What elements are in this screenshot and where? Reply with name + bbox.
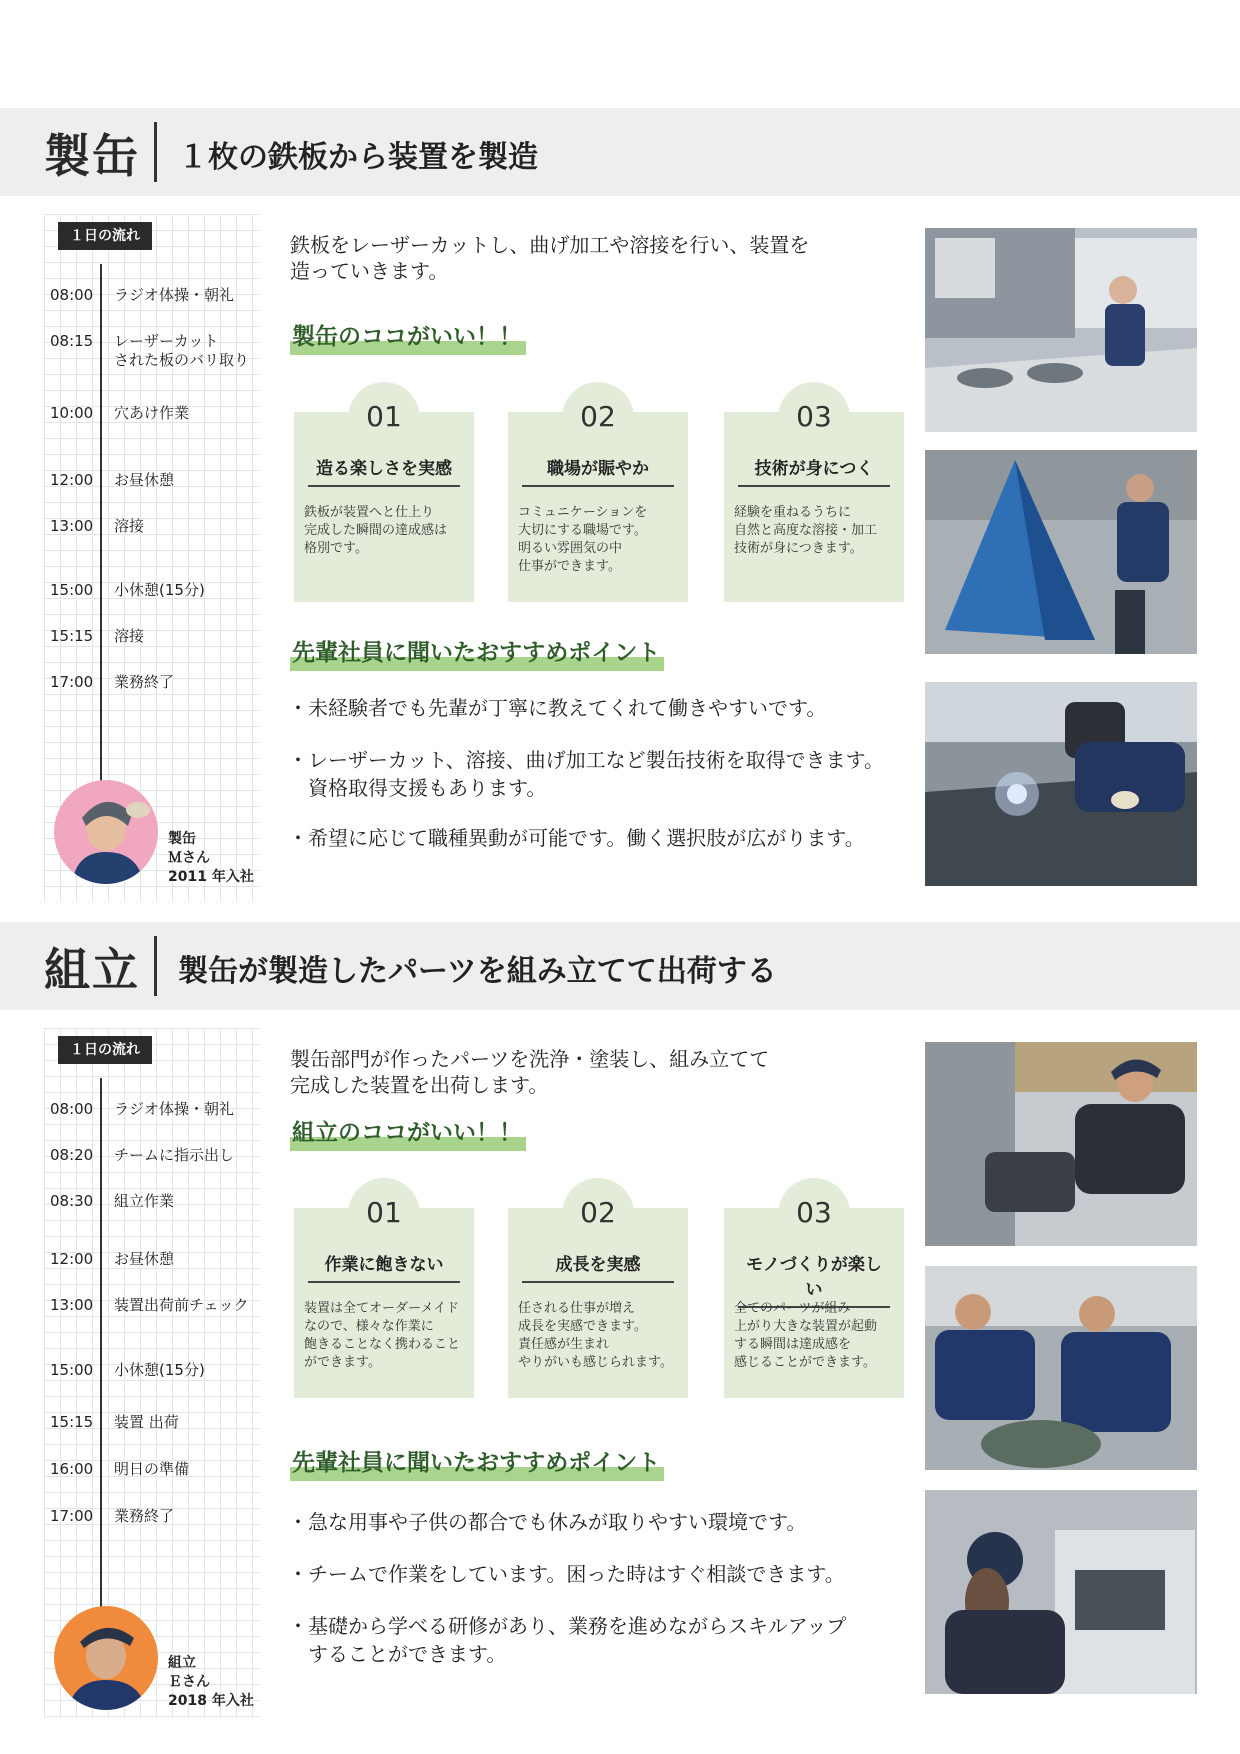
department-title: 製缶 (44, 129, 140, 183)
card-title: 技術が身につく (738, 454, 890, 487)
schedule-activity: レーザーカット された板のバリ取り (114, 332, 250, 369)
schedule-tag: １日の流れ (58, 1036, 152, 1064)
person-joined: 2018 年入社 (168, 1693, 254, 1709)
schedule-activity: お昼休憩 (114, 471, 175, 489)
daily-schedule (44, 1028, 260, 1718)
person-info (168, 1654, 254, 1711)
card-body: 装置は全てオーダーメイド なので、様々な作業に 飽きることなく携わること ができます。 (304, 1301, 461, 1370)
schedule-activity: 溶接 (114, 517, 145, 535)
card-number: 01 (366, 400, 402, 433)
section-headline: １枚の鉄板から装置を製造 (178, 140, 538, 175)
schedule-activity: 組立作業 (114, 1192, 175, 1210)
card-body: 全てのパーツが組み 上がり大きな装置が起動 する瞬間は達成感を 感じることができます。 (734, 1301, 878, 1370)
schedule-time: 15:00 (50, 1361, 94, 1379)
schedule-activity: ラジオ体操・朝礼 (114, 1100, 235, 1118)
daily-schedule (44, 214, 260, 902)
timeline-line (100, 264, 102, 784)
schedule-time: 08:15 (50, 332, 94, 350)
feature-card (294, 1196, 474, 1398)
schedule-time: 08:20 (50, 1146, 94, 1164)
schedule-time: 16:00 (50, 1460, 94, 1478)
card-number: 02 (580, 400, 616, 433)
card-number: 02 (580, 1196, 616, 1229)
schedule-time: 13:00 (50, 1296, 94, 1314)
recommend-heading: 先輩社員に聞いたおすすめポイント (290, 634, 664, 671)
card-number: 01 (366, 1196, 402, 1229)
card-title: 成長を実感 (522, 1250, 674, 1283)
card-title: モノづくりが楽しい (738, 1250, 890, 1308)
schedule-activity: 業務終了 (114, 1507, 175, 1525)
card-number: 03 (796, 400, 832, 433)
avatar (54, 1606, 158, 1710)
card-title: 職場が賑やか (522, 454, 674, 487)
section-header-seikan (0, 108, 1240, 196)
photo-team-work (925, 1266, 1197, 1470)
schedule-activity: チームに指示出し (114, 1146, 235, 1164)
person-name: Ｅさん (168, 1674, 210, 1690)
photo-assembly-worker (925, 1042, 1197, 1246)
schedule-time: 15:15 (50, 1413, 94, 1431)
schedule-activity: 装置出荷前チェック (114, 1296, 249, 1314)
person-name: Ｍさん (168, 850, 210, 866)
schedule-time: 08:30 (50, 1192, 94, 1210)
card-title: 造る楽しさを実感 (308, 454, 460, 487)
recommend-point: ・レーザーカット、溶接、曲げ加工など製缶技術を取得できます。 資格取得支援もあります。 (288, 748, 884, 800)
schedule-tag: １日の流れ (58, 222, 152, 250)
schedule-activity: 小休憩(15分) (114, 1361, 205, 1379)
schedule-time: 13:00 (50, 517, 94, 535)
recommend-point: ・急な用事や子供の都合でも休みが取りやすい環境です。 (288, 1510, 807, 1534)
schedule-activity: 小休憩(15分) (114, 581, 205, 599)
divider (154, 122, 157, 182)
schedule-time: 17:00 (50, 1507, 94, 1525)
schedule-activity: 装置 出荷 (114, 1413, 179, 1431)
recommend-heading: 先輩社員に聞いたおすすめポイント (290, 1444, 664, 1481)
good-points-heading: 組立のココがいい！！ (290, 1114, 526, 1151)
schedule-time: 17:00 (50, 673, 94, 691)
department-title: 組立 (44, 943, 140, 997)
photo-laser-machine (925, 228, 1197, 432)
good-points-heading: 製缶のココがいい！！ (290, 318, 526, 355)
feature-card (724, 1196, 904, 1398)
section-intro: 製缶部門が作ったパーツを洗浄・塗装し、組み立てて 完成した装置を出荷します。 (290, 1047, 770, 1097)
divider (154, 936, 157, 996)
card-number: 03 (796, 1196, 832, 1229)
schedule-activity: ラジオ体操・朝礼 (114, 286, 235, 304)
section-headline: 製缶が製造したパーツを組み立てて出荷する (178, 954, 777, 989)
section-intro: 鉄板をレーザーカットし、曲げ加工や溶接を行い、装置を 造っていきます。 (290, 233, 810, 283)
schedule-activity: お昼休憩 (114, 1250, 175, 1268)
feature-card (508, 400, 688, 602)
feature-card (724, 400, 904, 602)
card-body: 任される仕事が増え 成長を実感できます。 責任感が生まれ やりがいも感じられます。 (518, 1301, 673, 1370)
section-header-kumitate (0, 922, 1240, 1010)
schedule-time: 15:15 (50, 627, 94, 645)
photo-bending-work (925, 450, 1197, 654)
recommend-point: ・希望に応じて職種異動が可能です。働く選択肢が広がります。 (288, 826, 865, 850)
photo-welding (925, 682, 1197, 886)
schedule-time: 12:00 (50, 471, 94, 489)
person-dept: 組立 (168, 1655, 196, 1671)
schedule-time: 08:00 (50, 286, 94, 304)
feature-card (508, 1196, 688, 1398)
schedule-activity: 穴あけ作業 (114, 404, 190, 422)
card-body: コミュニケーションを 大切にする職場です。 明るい雰囲気の中 仕事ができます。 (518, 505, 648, 574)
person-joined: 2011 年入社 (168, 869, 254, 885)
photo-wiring-work (925, 1490, 1197, 1694)
card-title: 作業に飽きない (308, 1250, 460, 1283)
recommend-point: ・基礎から学べる研修があり、業務を進めながらスキルアップ することができます。 (288, 1614, 847, 1666)
schedule-time: 12:00 (50, 1250, 94, 1268)
recommend-point: ・未経験者でも先輩が丁寧に教えてくれて働きやすいです。 (288, 696, 827, 720)
card-body: 鉄板が装置へと仕上り 完成した瞬間の達成感は 格別です。 (304, 505, 448, 556)
schedule-activity: 業務終了 (114, 673, 175, 691)
schedule-time: 08:00 (50, 1100, 94, 1118)
card-body: 経験を重ねるうちに 自然と高度な溶接・加工 技術が身につきます。 (734, 505, 878, 556)
feature-card (294, 400, 474, 602)
avatar (54, 780, 158, 884)
person-dept: 製缶 (168, 831, 196, 847)
timeline-line (100, 1078, 102, 1614)
schedule-time: 15:00 (50, 581, 94, 599)
person-info (168, 830, 254, 887)
recommend-point: ・チームで作業をしています。困った時はすぐ相談できます。 (288, 1562, 845, 1586)
schedule-activity: 明日の準備 (114, 1460, 190, 1478)
schedule-time: 10:00 (50, 404, 94, 422)
schedule-activity: 溶接 (114, 627, 145, 645)
